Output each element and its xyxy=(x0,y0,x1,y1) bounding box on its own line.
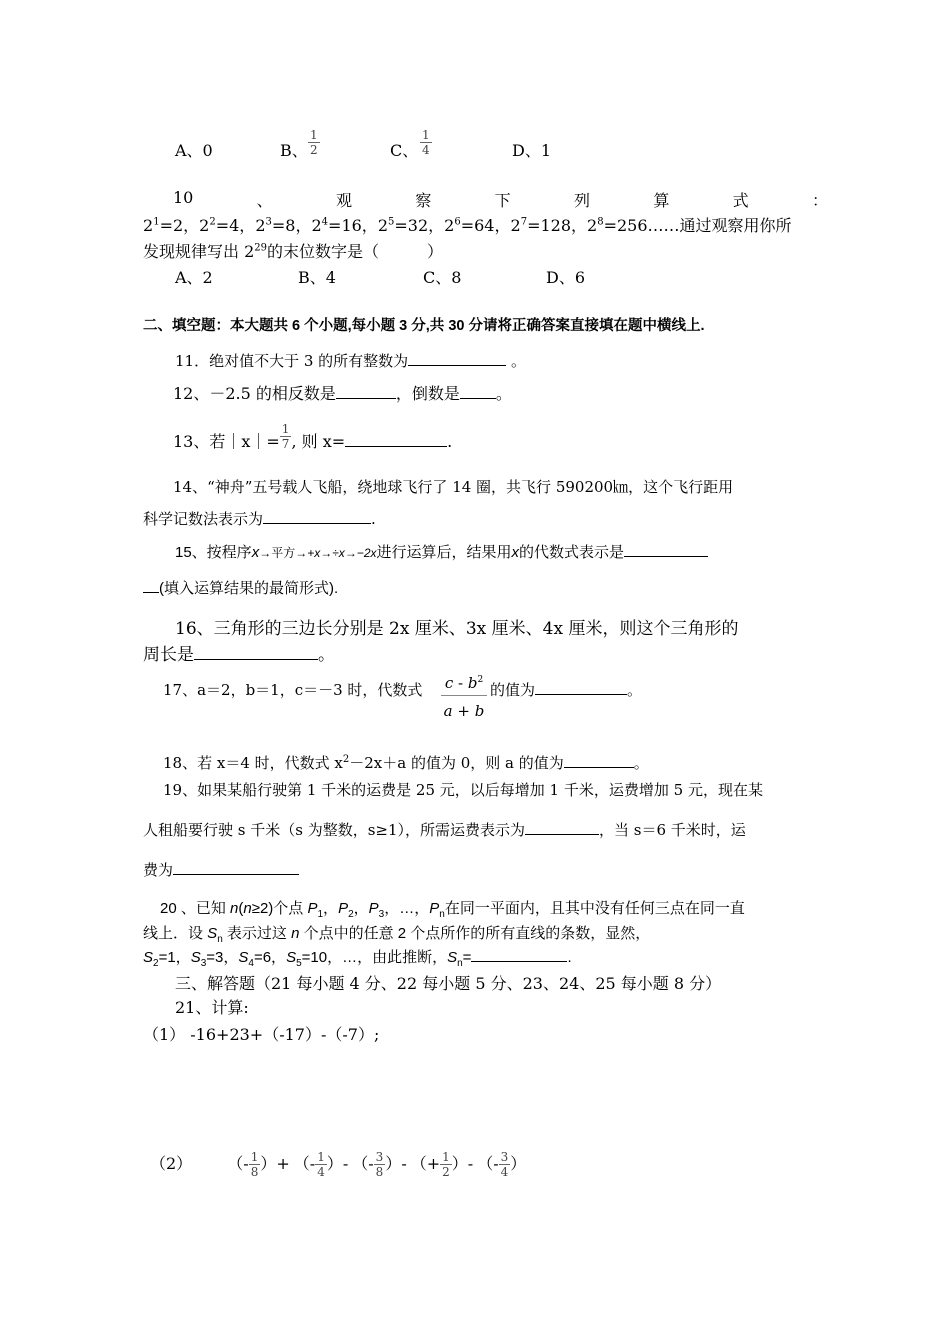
q21-term-suffix: ）- xyxy=(326,1154,349,1173)
fraction-denominator: 8 xyxy=(375,1165,384,1179)
q18-exponent: 2 xyxy=(342,754,350,765)
q20-text-5: 表示过这 xyxy=(222,925,292,942)
q9-option-b-label: B、 xyxy=(280,141,308,160)
q19-cost6-blank[interactable] xyxy=(173,860,299,875)
q14-answer-blank[interactable] xyxy=(263,509,371,524)
q10-heading xyxy=(173,188,828,211)
q10-power-exp: 3 xyxy=(265,216,272,228)
q21-term-fraction xyxy=(249,1150,261,1179)
q13 xyxy=(173,420,452,462)
q21-term-fraction xyxy=(440,1150,452,1179)
section2-title: 二、填空题：本大题共 6 个小题,每小题 3 分,共 30 分请将正确答案直接填在题中横线上. xyxy=(143,318,705,334)
q9-option-a: A、0 xyxy=(175,141,213,160)
q21-term-suffix: ）- xyxy=(451,1154,474,1173)
q19-line1: 19、如果某船行驶第 1 千米的运费是 25 元，以后每增加 1 千米，运费增加 5 元，现在某 xyxy=(163,781,763,799)
q20-var-s: S xyxy=(143,949,154,966)
q10-options xyxy=(175,265,605,287)
q19-cost-blank[interactable] xyxy=(525,820,599,835)
q14-line2 xyxy=(143,508,376,529)
q15-text-3: 的代数式表示是 xyxy=(519,544,625,561)
q20-var-s: S xyxy=(207,925,218,942)
q20-var-n: n xyxy=(291,925,300,942)
q16-answer-blank[interactable] xyxy=(194,645,318,660)
q20-paren: ( xyxy=(238,900,244,917)
q21-title: 21、计算: xyxy=(175,998,249,1017)
q20-sub: 1 xyxy=(317,909,324,920)
q20-var-n: n xyxy=(243,900,252,917)
q18-answer-blank[interactable] xyxy=(564,753,634,768)
fraction-denominator: 4 xyxy=(317,1165,325,1179)
q21-term-prefix: （- xyxy=(293,1154,316,1173)
q10-heading-char: 观 xyxy=(336,191,353,210)
q11-text: 11．绝对值不大于 3 的所有整数为 xyxy=(175,352,409,370)
q20-line1 xyxy=(160,897,745,918)
q20-sub: 3 xyxy=(200,958,207,969)
q15-step-subtract: −2x xyxy=(356,546,377,560)
q20-end: . xyxy=(567,949,572,966)
q21-part2-label: （2） xyxy=(150,1154,193,1173)
q17-answer-blank[interactable] xyxy=(535,680,627,695)
section3-title: 三、解答题（21 每小题 4 分、22 每小题 5 分、23、24、25 每小题 8 分） xyxy=(175,974,722,993)
q10-power-value: =16， xyxy=(328,216,378,235)
q13-fraction xyxy=(280,422,292,451)
q9-option-b xyxy=(280,138,308,161)
q19-text-2: ，当 s＝6 千米时，运 xyxy=(599,821,746,839)
q10-question-line xyxy=(143,239,443,262)
q19-line2 xyxy=(143,819,746,840)
q10-power-base: 2 xyxy=(444,216,455,235)
fraction-numerator: 1 xyxy=(442,1150,450,1164)
q20-text-3: 在同一平面内，且其中没有任何三点在同一直 xyxy=(444,900,745,917)
q17-text: 17、a＝2，b＝1，c＝－3 时，代数式 xyxy=(163,681,423,699)
q21-term-suffix: ）+ xyxy=(260,1154,290,1173)
fraction-numerator: 1 xyxy=(281,422,290,436)
q16-line2 xyxy=(143,640,335,665)
q17-minus: - xyxy=(453,674,468,692)
q20-text: 20 、已知 xyxy=(160,900,231,917)
fraction-numerator: 1 xyxy=(317,1150,325,1164)
q20-line2 xyxy=(143,922,650,943)
q20-sub: 4 xyxy=(248,958,254,969)
q20-var-n: n xyxy=(230,900,239,917)
q20-text-6: 个点中的任意 2 个点所作的所有直线的条数，显然， xyxy=(299,925,651,942)
q19-text-3: 费为 xyxy=(143,861,174,879)
q10-heading-char: 算 xyxy=(653,191,670,210)
q10-option-a: A、2 xyxy=(175,268,213,287)
q17-denominator: a + b xyxy=(443,702,485,720)
fraction-denominator: 2 xyxy=(442,1165,450,1179)
q16-line1: 16、三角形的三边长分别是 2x 厘米、3x 厘米、4x 厘米，则这个三角形的 xyxy=(175,619,739,639)
fraction-denominator: 4 xyxy=(500,1165,509,1179)
q10-power-base: 2 xyxy=(143,216,154,235)
q10-power-base: 2 xyxy=(255,216,266,235)
q21-term-fraction xyxy=(499,1150,511,1179)
q21-term-fraction xyxy=(315,1150,327,1179)
q20-var-p: P xyxy=(307,900,318,917)
q10-power-exp: 6 xyxy=(454,216,461,228)
q15-var: x xyxy=(251,544,260,561)
q20-ellipsis: ，…， xyxy=(384,900,430,917)
q14-line1: 14、“神舟”五号载人飞船，绕地球飞行了 14 圈，共飞行 590200㎞，这个飞行距用 xyxy=(173,478,734,496)
q12 xyxy=(173,381,512,404)
q20-var-s: S xyxy=(286,949,297,966)
q21-term xyxy=(352,1150,407,1179)
q9-option-c-fraction xyxy=(420,128,432,157)
q15-step-add: +x xyxy=(307,546,321,560)
q15-line2 xyxy=(143,577,338,598)
q21-term xyxy=(477,1150,527,1179)
q10-power-exp: 2 xyxy=(209,216,216,228)
q10-heading-char: 式 xyxy=(732,191,749,210)
q9-option-c: C、 xyxy=(390,141,419,160)
q17-var-b: b xyxy=(467,674,478,692)
q10-heading-parts xyxy=(173,188,828,211)
fraction-numerator: 3 xyxy=(500,1150,509,1164)
q10-option-c: C、8 xyxy=(423,268,462,287)
q10-powers-line xyxy=(143,213,792,236)
q10-power-value: =2， xyxy=(159,216,200,235)
fraction-denominator: 7 xyxy=(281,437,290,451)
q10-power-value: =4， xyxy=(215,216,256,235)
q10-power-base: 2 xyxy=(587,216,598,235)
q10-power-exp: 1 xyxy=(153,216,160,228)
fraction-numerator: 1 xyxy=(310,128,318,142)
q21-term xyxy=(410,1150,474,1179)
q10-heading-char: 列 xyxy=(573,191,590,210)
q21-term-suffix: ）- xyxy=(385,1154,407,1173)
q16-text: 周长是 xyxy=(143,645,194,665)
q15-text-2: 进行运算后，结果用 xyxy=(376,544,512,561)
q15-answer-blank-cont[interactable] xyxy=(143,578,159,593)
q21-term xyxy=(227,1150,290,1179)
q20-sub: n xyxy=(217,934,223,945)
q10-power-value: =128， xyxy=(527,216,588,235)
q21-term xyxy=(293,1150,349,1179)
q12-end: 。 xyxy=(495,384,512,403)
q18-text: 18、若 x＝4 时，代数式 x xyxy=(163,754,343,772)
q12-opposite-blank[interactable] xyxy=(336,384,396,399)
q20-comma: ， xyxy=(353,900,369,917)
q20-sub: 3 xyxy=(378,909,385,920)
q17-exponent: 2 xyxy=(477,675,484,685)
q13-end: . xyxy=(447,432,453,451)
q20-text-4: 线上．设 xyxy=(143,925,208,942)
q20-var-p: P xyxy=(368,900,379,917)
q10-power-value: =256……通过观察用你所 xyxy=(603,216,792,235)
q10-heading-char: 下 xyxy=(494,191,511,210)
q21-term-fraction xyxy=(374,1150,386,1179)
q11-end: 。 xyxy=(506,352,526,370)
q10-option-d: D、6 xyxy=(546,268,586,287)
q10-power-exp: 5 xyxy=(388,216,395,228)
q20-var-s: S xyxy=(190,949,201,966)
q10-power-exp: 7 xyxy=(520,216,528,228)
q20-sub: 5 xyxy=(296,958,302,969)
q21-term-prefix: （+ xyxy=(410,1154,441,1173)
q10-option-b: B、4 xyxy=(298,268,336,287)
q20-sub: 2 xyxy=(153,958,159,969)
q9-option-d: D、1 xyxy=(512,141,552,160)
q9-option-b-fraction xyxy=(308,128,320,157)
q15-arrow: → xyxy=(320,546,333,560)
q11-answer-blank[interactable] xyxy=(408,351,506,366)
q15-var: x xyxy=(511,544,520,561)
q10-heading-char: 察 xyxy=(415,191,432,210)
q10-heading-char: 、 xyxy=(256,191,273,210)
q19-line3 xyxy=(143,859,299,880)
q10-power-base: 2 xyxy=(199,216,210,235)
q13-text: 13、若｜x｜= xyxy=(173,432,280,451)
q9-options xyxy=(175,128,595,170)
q17-tail xyxy=(490,679,642,700)
q17-fraction xyxy=(441,674,487,720)
q10-question-end: 的末位数字是（ ） xyxy=(267,242,444,261)
q12-text-2: ，倒数是 xyxy=(395,384,460,403)
fraction-numerator: 1 xyxy=(422,128,430,142)
q17-var-c: c xyxy=(444,674,454,692)
q20-var-s: S xyxy=(238,949,249,966)
q14-text: 科学记数法表示为 xyxy=(143,510,264,528)
q20-answer-blank[interactable] xyxy=(471,947,567,962)
q10-heading-char: 10 xyxy=(173,188,194,207)
q14-end: . xyxy=(371,510,376,528)
fraction-denominator: 4 xyxy=(422,143,430,157)
q21-term-prefix: （- xyxy=(227,1154,249,1173)
q16-end: 。 xyxy=(318,645,335,665)
q20-sub: n xyxy=(457,958,463,969)
q13-text-2: , 则 x= xyxy=(291,432,346,451)
q20-value: =10，…，由此推断， xyxy=(301,949,448,966)
q10-heading-char: ： xyxy=(811,191,828,210)
q15-step-divide: ÷x xyxy=(332,546,345,560)
q21-part1: （1） -16+23+（-17）-（-7）; xyxy=(143,1025,380,1044)
q15-line1 xyxy=(175,541,708,562)
q10-power-base: 2 xyxy=(510,216,521,235)
q15-answer-blank[interactable] xyxy=(624,542,708,557)
q20-comma: ， xyxy=(323,900,339,917)
q20-var-s: S xyxy=(447,949,458,966)
q20-equals: = xyxy=(462,949,472,966)
q20-sub: 2 xyxy=(348,909,354,920)
q20-sub: n xyxy=(439,909,445,920)
q20-value: =1， xyxy=(158,949,191,966)
q17-end: 。 xyxy=(627,681,643,699)
q20-var-p: P xyxy=(338,900,349,917)
q15-step-square: →平方→ xyxy=(259,546,308,560)
q10-power-value: =8， xyxy=(271,216,312,235)
fraction-denominator: 8 xyxy=(250,1165,259,1179)
q20-value: =6， xyxy=(253,949,287,966)
q20-var-p: P xyxy=(429,900,440,917)
q15-arrow: → xyxy=(344,546,357,560)
q10-exponent: 29 xyxy=(254,242,268,254)
q20-line3 xyxy=(143,946,572,967)
q21-term-prefix: （- xyxy=(477,1154,499,1173)
q10-power-value: =32， xyxy=(394,216,445,235)
q21-part2 xyxy=(150,1150,526,1194)
q21-term-prefix: （- xyxy=(352,1154,374,1173)
q10-power-base: 2 xyxy=(311,216,322,235)
q21-term-suffix: ） xyxy=(510,1154,527,1173)
q11 xyxy=(175,350,526,371)
q10-power-exp: 4 xyxy=(321,216,329,228)
q19-text: 人租船要行驶 s 千米（s 为整数，s≥1），所需运费表示为 xyxy=(143,821,526,839)
q18-text-2: －2x＋a 的值为 0，则 a 的值为 xyxy=(349,754,564,772)
fraction-numerator: 1 xyxy=(250,1150,259,1164)
q18-end: 。 xyxy=(633,754,649,772)
q10-power-base: 2 xyxy=(377,216,388,235)
q10-power-exp: 8 xyxy=(597,216,604,228)
q20-text-2: ≥2)个点 xyxy=(251,900,308,917)
q12-text: 12、－2.5 的相反数是 xyxy=(173,384,336,403)
fraction-numerator: 3 xyxy=(375,1150,384,1164)
q17-text-2: 的值为 xyxy=(490,681,536,699)
q18 xyxy=(163,752,649,773)
q10-power-value: =64， xyxy=(460,216,511,235)
q20-value: =3， xyxy=(206,949,239,966)
q15-note: (填入运算结果的最简形式). xyxy=(159,580,339,597)
q13-answer-blank[interactable] xyxy=(345,432,447,447)
q15-text: 15、按程序 xyxy=(175,544,252,561)
q10-question-text: 发现规律写出 2 xyxy=(143,242,255,261)
q12-reciprocal-blank[interactable] xyxy=(460,384,496,399)
fraction-denominator: 2 xyxy=(310,143,318,157)
